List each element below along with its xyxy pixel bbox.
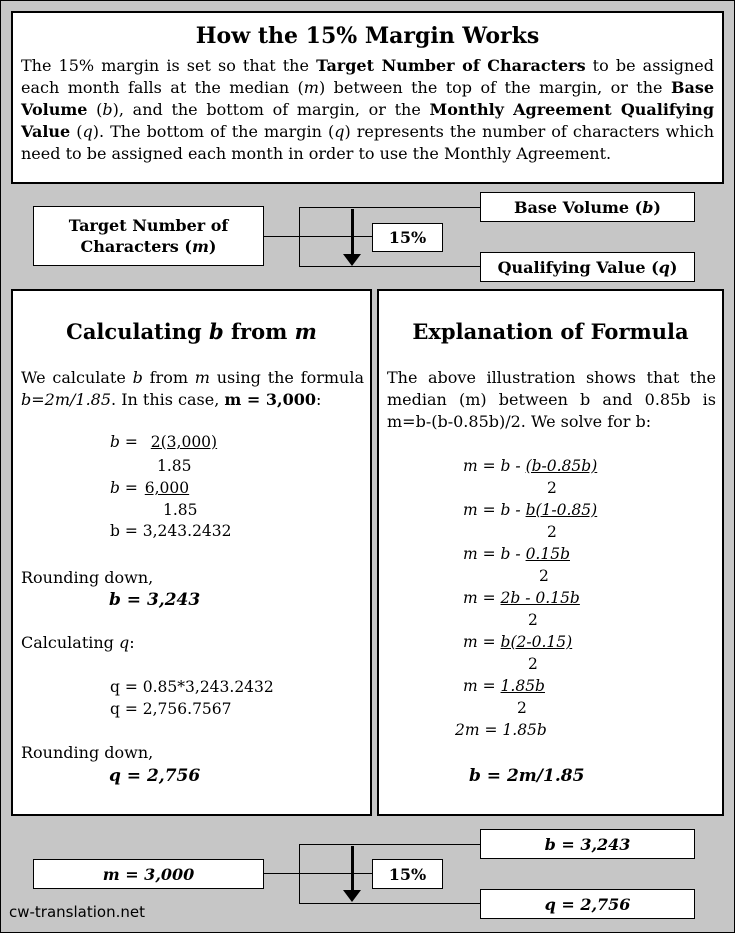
derivation-step: m = 2b - 0.15b <box>463 589 580 607</box>
bottom-bracket-bottom <box>299 903 480 904</box>
derivation-step: m = b - b(1-0.85) <box>463 501 598 519</box>
derivation-step-denominator: 2 <box>528 611 538 629</box>
right-panel-title: Explanation of Formula <box>412 319 689 344</box>
eq-b-2: b = 6,000 <box>110 479 190 497</box>
result-q: q = 2,756 <box>109 766 201 786</box>
derivation-step-denominator: 2 <box>517 699 527 717</box>
eq-q-2: q = 2,756.7567 <box>110 700 232 718</box>
target-characters-box: Target Number of Characters (m) <box>33 206 264 266</box>
bottom-bracket-vertical <box>299 844 300 903</box>
bottom-down-arrow-icon <box>343 890 361 902</box>
eq-b-3: b = 3,243.2432 <box>110 522 232 540</box>
right-intro: The above illustration shows that the median (m) between b and 0.85b is m=b-(b-0.85b)/2. We solve for b: <box>387 368 716 431</box>
derivation-step: m = 1.85b <box>463 677 545 695</box>
left-panel <box>11 289 372 816</box>
derivation-step-denominator: 2 <box>547 479 557 497</box>
left-intro: We calculate b from m using the formula b=2m/1.85. In this case, m = 3,000: <box>21 368 365 409</box>
q-value-box: q = 2,756 <box>480 889 695 919</box>
arrow-shaft <box>351 209 354 255</box>
bottom-margin-15-box: 15% <box>372 859 443 889</box>
calculating-q-label: Calculating q: <box>21 633 135 652</box>
derivation-step-denominator: 2 <box>547 523 557 541</box>
qualifying-value-box: Qualifying Value (q) <box>480 252 695 282</box>
site-credit: cw-translation.net <box>9 903 145 921</box>
derivation-step-denominator: 2 <box>539 567 549 585</box>
intro-title: How the 15% Margin Works <box>195 23 540 49</box>
derivation-step: m = b - (b-0.85b) <box>463 457 598 475</box>
derivation-step-denominator: 2 <box>528 655 538 673</box>
rounding-down-label-1: Rounding down, <box>21 568 154 587</box>
intro-box <box>11 11 724 184</box>
eq-b-1: b = 2(3,000) <box>110 433 218 451</box>
eq-final-step: 2m = 1.85b <box>455 721 547 739</box>
bracket-bottom <box>299 266 480 267</box>
margin-15-box: 15% <box>372 223 443 252</box>
derivation-step: m = b - 0.15b <box>463 545 570 563</box>
connector-line <box>264 236 372 237</box>
bracket-top <box>299 207 480 208</box>
intro-paragraph: The 15% margin is set so that the Target Number of Characters to be assigned each month falls at the median (m) between the top of the margin, or the Base Volume (b), and the bottom of margin, or the Monthly Agreement Qualifying Value (q). The bottom of the margin (q) represents the number of characters which need to be assigned each month in order to use the Monthly Agreement. <box>21 56 715 163</box>
right-panel <box>377 289 724 816</box>
m-value-box: m = 3,000 <box>33 859 264 889</box>
eq-b-1-den: 1.85 <box>157 457 192 475</box>
b-value-box: b = 3,243 <box>480 829 695 859</box>
bottom-arrow-shaft <box>351 846 354 892</box>
formula-result: b = 2m/1.85 <box>469 766 585 786</box>
bottom-connector-line <box>264 873 372 874</box>
left-panel-title: Calculating b from m <box>66 319 317 344</box>
bracket-vertical <box>299 207 300 266</box>
rounding-down-label-2: Rounding down, <box>21 743 154 762</box>
down-arrow-icon <box>343 254 361 266</box>
eq-q-1: q = 0.85*3,243.2432 <box>110 678 274 696</box>
base-volume-box: Base Volume (b) <box>480 192 695 222</box>
eq-b-2-den: 1.85 <box>163 501 198 519</box>
derivation-step: m = b(2-0.15) <box>463 633 573 651</box>
bottom-bracket-top <box>299 844 480 845</box>
result-b: b = 3,243 <box>109 590 201 610</box>
